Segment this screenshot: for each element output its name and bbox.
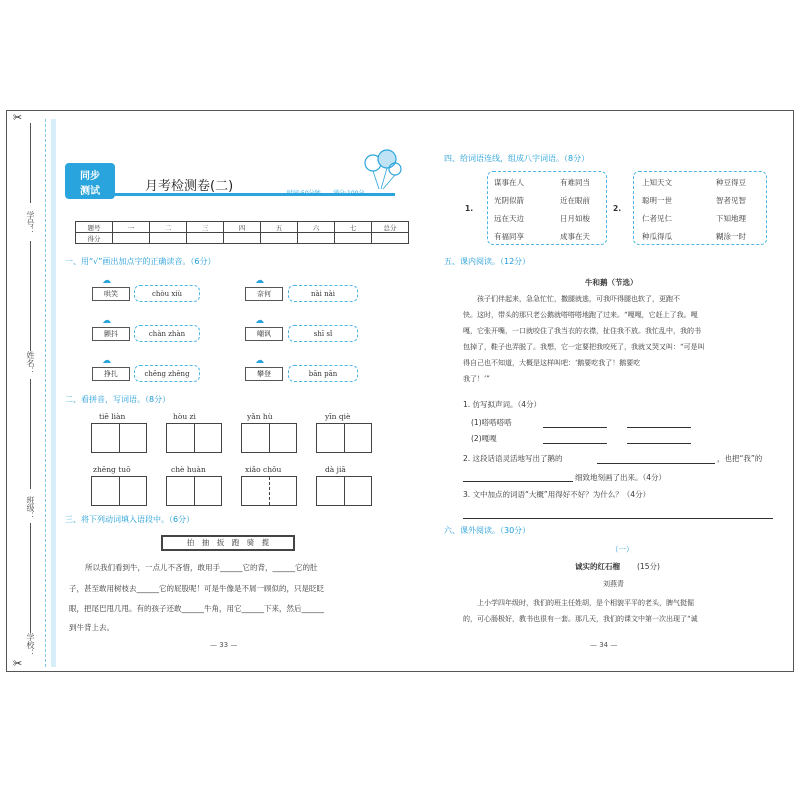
passage-line: 包掉了，鞋子也弄脱了。我想，它一定要把我咬死了，我就又哭又叫：“可是叫 [463, 343, 705, 351]
match-item[interactable]: 糊涂一时 [716, 232, 746, 241]
name-line [30, 241, 31, 351]
writing-grid[interactable] [166, 423, 222, 453]
match-item[interactable]: 谋事在人 [494, 178, 524, 187]
match-item[interactable]: 仁者见仁 [642, 214, 672, 223]
time-label: 时间:50分钟 [287, 190, 321, 197]
cloud-icon: ☁ [255, 276, 264, 286]
section-5-title: 五、课内阅读。（12分） [444, 257, 531, 266]
cloud-icon: ☁ [102, 356, 111, 366]
score-cell: 二 [150, 222, 187, 233]
score-cell [261, 233, 298, 244]
answer-blank[interactable] [463, 481, 573, 482]
score-cell: 五 [261, 222, 298, 233]
score-cell: 六 [298, 222, 335, 233]
group-2-label: 2. [613, 204, 622, 213]
cloud-icon: ☁ [255, 356, 264, 366]
pinyin-prompt: xiǎo chǒu [245, 465, 282, 474]
match-item[interactable]: 远在天边 [494, 214, 524, 223]
match-item[interactable]: 日月如梭 [560, 214, 590, 223]
cloud-icon: ☁ [255, 316, 264, 326]
word-text: 嘲讽 [257, 330, 271, 338]
score-cell [187, 233, 224, 244]
pinyin-text: bān pān [308, 370, 338, 378]
question-2-mid: ，也把“我”的 [717, 454, 763, 463]
writing-grid[interactable] [166, 476, 222, 506]
score-total-label: 满分:100分 [333, 190, 365, 197]
scissor-icon: ✂ [13, 657, 23, 670]
match-item[interactable]: 种豆得豆 [716, 178, 746, 187]
answer-blank[interactable] [597, 463, 715, 464]
passage-line: 得自己也不知道，大概是这样叫吧：‘鹅要吃我了！鹅要吃 [463, 359, 641, 367]
answer-blank[interactable] [543, 427, 607, 428]
passage-line: 我了！’” [463, 375, 490, 383]
score-table-score-row [76, 233, 409, 244]
pinyin-choice-box[interactable] [288, 325, 358, 342]
pinyin-choice-box[interactable] [134, 325, 200, 342]
pinyin-choice-box[interactable] [288, 365, 358, 382]
score-table [75, 221, 409, 244]
writing-grid[interactable] [241, 423, 297, 453]
pinyin-choice-box[interactable] [288, 285, 358, 302]
word-bank-box [161, 535, 295, 551]
match-item[interactable]: 近在眼前 [560, 196, 590, 205]
pinyin-text: shī sǐ [313, 330, 333, 338]
cloud-icon: ☁ [102, 276, 111, 286]
word-box [245, 287, 283, 301]
match-item[interactable]: 有福同享 [494, 232, 524, 241]
page-number: — 33 — [210, 641, 238, 649]
word-box [92, 287, 130, 301]
page-number: — 34 — [590, 641, 618, 649]
section-3-title: 三、将下列动词填入语段中。（6分） [65, 515, 195, 524]
section-6-title: 六、课外阅读。（30分） [444, 526, 531, 535]
passage-line: 子，甚至敢用树枝去______它的屁股呢！可是牛像是不屑一顾似的，只是眨眨 [69, 584, 324, 593]
word-box [92, 367, 130, 381]
section-2-title: 二、看拼音，写词语。（8分） [65, 395, 171, 404]
pinyin-prompt: tiē liàn [99, 412, 126, 421]
writing-grid[interactable] [316, 423, 372, 453]
word-box [245, 367, 283, 381]
score-cell: 七 [335, 222, 372, 233]
pinyin-prompt: zhēng tuō [93, 465, 131, 474]
answer-line[interactable] [463, 518, 773, 519]
pinyin-prompt: hòu zi [173, 412, 196, 421]
student-id-label: 学号： [26, 211, 35, 235]
score-cell: 四 [224, 222, 261, 233]
pinyin-prompt: dà jiā [325, 465, 346, 474]
class-line [30, 379, 31, 489]
writing-grid[interactable] [241, 476, 297, 506]
score-cell: 三 [187, 222, 224, 233]
sync-test-badge [65, 163, 115, 199]
passage-line: 孩子们伴起来，急急忙忙，撒腿就逃，可我吓得腿也软了，更跑不 [477, 295, 680, 303]
pinyin-text: chēng zhēng [144, 370, 190, 378]
answer-blank[interactable] [627, 427, 691, 428]
writing-grid[interactable] [316, 476, 372, 506]
pinyin-prompt: yīn qiè [325, 412, 351, 421]
score-cell [113, 233, 150, 244]
passage-title: 牛和鹅（节选） [585, 278, 638, 287]
badge-line: 测试 [80, 186, 100, 197]
passage-line: 到牛背上去。 [69, 623, 114, 632]
passage-line: 所以我们看到牛，一点儿不吝惜，敢用手______它的背，______它的肚 [85, 563, 318, 572]
score-table-header-row [76, 222, 409, 233]
question-2: 2. 这段话语灵活地写出了鹅的 [463, 454, 563, 463]
question-1: 1. 仿写拟声词。（4分） [463, 400, 542, 409]
badge-line: 同步 [80, 171, 100, 182]
answer-blank[interactable] [627, 443, 691, 444]
score-cell: 题号 [76, 222, 113, 233]
match-item[interactable]: 智者见智 [716, 196, 746, 205]
score-cell [335, 233, 372, 244]
exam-title: 月考检测卷(二) [145, 179, 234, 194]
matching-group-2 [633, 171, 767, 245]
score-cell [150, 233, 187, 244]
article-line: 上小学四年级时，我们的班主任姓胡，是个相貌平平的老头，脾气挺倔 [477, 599, 694, 607]
id-line [30, 123, 31, 203]
article-title: 诚实的红石榴 [575, 562, 620, 571]
score-cell [372, 233, 409, 244]
section-4-title: 四、给词语连线，组成八字词语。（8分） [444, 154, 590, 163]
passage-line: 眼，把尾巴甩几甩。有的孩子还敢______牛角，用它______下来，然后______ [69, 604, 324, 613]
cloud-icon: ☁ [102, 316, 111, 326]
pinyin-text: nài nài [310, 290, 336, 298]
binding-dashed-line [45, 119, 46, 667]
binding-strip [51, 119, 56, 667]
passage-line: 快。这时，带头的那只老公鹅就嗒嗒嗒地跑了过来。“嘎嘎，它赶上了我。嘎 [463, 311, 698, 319]
passage-line: 嘎，它张开嘴，一口就咬住了我当衣的衣襟，扯住我不放。我忙乱中，我的书 [463, 327, 701, 335]
word-text: 奈何 [257, 290, 271, 298]
pinyin-prompt: yǎn hù [247, 412, 273, 421]
word-text: 颤抖 [104, 330, 118, 338]
match-item[interactable]: 聪明一世 [642, 196, 672, 205]
match-item[interactable]: 成事在天 [560, 232, 590, 241]
word-text: 哄笑 [104, 290, 118, 298]
section-1-title: 一、用“√”画出加点字的正确读音。（6分） [65, 257, 216, 266]
score-cell: 得分 [76, 233, 113, 244]
article-author: 刘燕青 [603, 580, 624, 588]
score-cell: 总分 [372, 222, 409, 233]
matching-group-1 [487, 171, 607, 245]
word-box [92, 327, 130, 341]
article-line: 的，可心肠极好，教书也很有一套。那几天，我们的课文中第一次出现了“诚 [463, 615, 698, 623]
exam-sheet [6, 110, 794, 672]
question-3: 3. 文中加点的词语“大概”用得好不好？为什么？（4分） [463, 490, 651, 499]
group-1-label: 1. [465, 204, 474, 213]
match-item[interactable]: 种瓜得瓜 [642, 232, 672, 241]
question-1b: (2)嘎嘎 [471, 434, 497, 443]
score-cell [224, 233, 261, 244]
score-cell [298, 233, 335, 244]
question-2-end: 细致地刻画了出来。（4分） [575, 473, 667, 482]
match-item[interactable]: 有难同当 [560, 178, 590, 187]
school-line [30, 523, 31, 633]
pinyin-choice-box[interactable] [134, 285, 200, 302]
class-label: 班级： [26, 496, 35, 520]
balloon-icon [359, 149, 405, 193]
school-label: 学校： [26, 633, 35, 657]
pinyin-text: chòu xiù [151, 290, 183, 298]
match-item[interactable]: 上知天文 [642, 178, 672, 187]
score-cell: 一 [113, 222, 150, 233]
word-bank: 拍 抽 扳 跑 骑 揽 [186, 538, 270, 547]
pinyin-choice-box[interactable] [134, 365, 200, 382]
word-box [245, 327, 283, 341]
pinyin-text: chàn zhàn [148, 330, 186, 338]
pinyin-prompt: chè huàn [171, 465, 206, 474]
writing-grid[interactable] [91, 423, 147, 453]
name-label: 姓名： [26, 351, 35, 375]
writing-grid[interactable] [91, 476, 147, 506]
word-text: 攀登 [257, 370, 271, 378]
match-item[interactable]: 下知地理 [716, 214, 746, 223]
part-label: （一） [611, 545, 634, 554]
article-score: (15分) [637, 562, 660, 571]
scissor-icon: ✂ [13, 111, 23, 124]
question-1a: (1)嗒嗒嗒嗒 [471, 418, 512, 427]
answer-blank[interactable] [543, 443, 607, 444]
match-item[interactable]: 光阴似箭 [494, 196, 524, 205]
word-text: 挣扎 [104, 370, 118, 378]
